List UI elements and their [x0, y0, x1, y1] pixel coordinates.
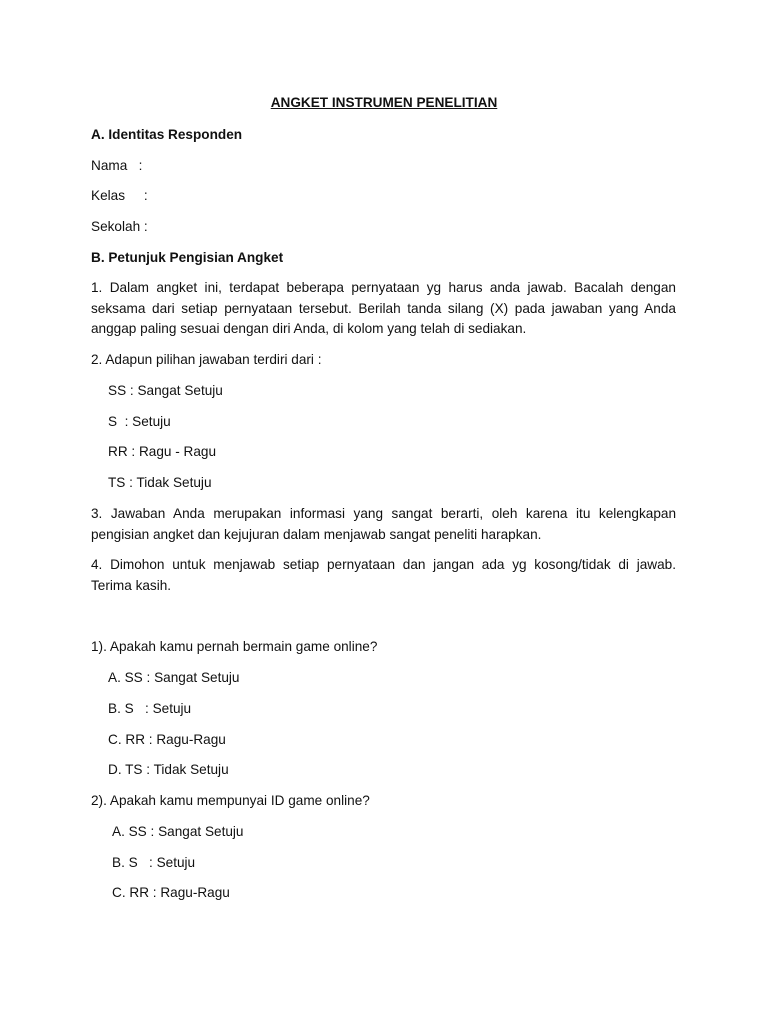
question-2-answer-c: C. RR : Ragu-Ragu — [112, 885, 230, 900]
option-rr: RR : Ragu - Ragu — [108, 444, 217, 459]
instruction-1 — [91, 278, 676, 340]
question-2-answer-a: A. SS : Sangat Setuju — [112, 824, 244, 839]
question-1-answer-c: C. RR : Ragu-Ragu — [108, 732, 226, 747]
document-title: ANGKET INSTRUMEN PENELITIAN — [270, 95, 498, 110]
instruction-1-line: seksama dari setiap pernyataan tersebut. Berilah tanda silang (X) pada jawaban yang Anda — [91, 300, 676, 316]
instruction-3-line: 3. Jawaban Anda merupakan informasi yang sangat berarti, oleh karena itu kelengkapan — [91, 506, 676, 521]
instruction-1-line: 1. Dalam angket ini, terdapat beberapa pernyataan yg harus anda jawab. Bacalah dengan — [91, 280, 676, 295]
field-kelas: Kelas : — [91, 188, 148, 203]
instruction-2: 2. Adapun pilihan jawaban terdiri dari : — [91, 352, 322, 367]
instruction-4-line: 4. Dimohon untuk menjawab setiap pernyataan dan jangan ada yg kosong/tidak di jawab. — [91, 557, 676, 572]
instruction-3 — [91, 504, 676, 545]
question-2: 2). Apakah kamu mempunyai ID game online? — [91, 793, 370, 808]
section-b-heading: B. Petunjuk Pengisian Angket — [91, 250, 284, 265]
question-1-answer-d: D. TS : Tidak Setuju — [108, 762, 229, 777]
field-sekolah: Sekolah : — [91, 219, 148, 234]
question-1-answer-a: A. SS : Sangat Setuju — [108, 670, 240, 685]
option-s: S : Setuju — [108, 414, 171, 429]
question-1: 1). Apakah kamu pernah bermain game online? — [91, 639, 378, 654]
field-nama: Nama : — [91, 158, 143, 173]
instruction-4 — [91, 555, 676, 596]
instruction-4-line: Terima kasih. — [91, 577, 172, 593]
option-ts: TS : Tidak Setuju — [108, 475, 212, 490]
instruction-1-line: anggap paling sesuai dengan diri Anda, di kolom yang telah di sediakan. — [91, 321, 527, 336]
section-a-heading: A. Identitas Responden — [91, 127, 243, 142]
instruction-3-line: pengisian angket dan kejujuran dalam menjawab sangat peneliti harapkan. — [91, 526, 542, 542]
question-1-answer-b: B. S : Setuju — [108, 701, 192, 716]
option-ss: SS : Sangat Setuju — [108, 383, 223, 398]
question-2-answer-b: B. S : Setuju — [112, 855, 196, 870]
